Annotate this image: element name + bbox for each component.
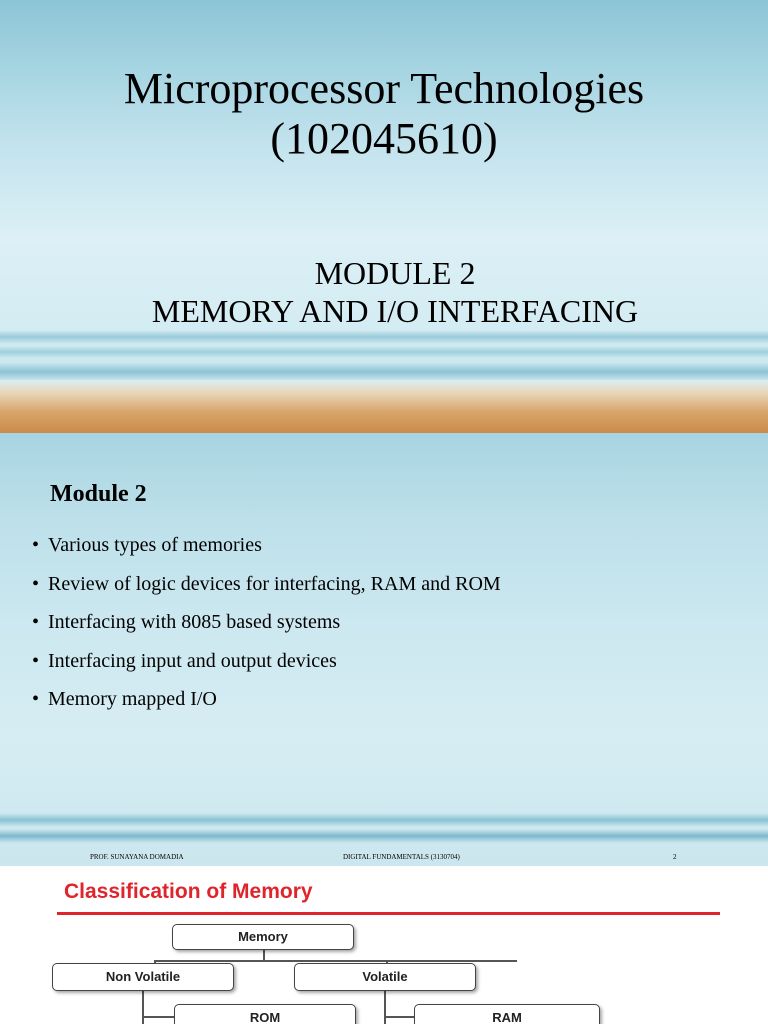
list-item: • Review of logic devices for interfacing, RAM and ROM (32, 572, 501, 595)
module-name: MEMORY AND I/O INTERFACING (151, 293, 639, 329)
footer-course: DIGITAL FUNDAMENTALS (3130704) (343, 853, 460, 861)
node-non-volatile: Non Volatile (52, 963, 234, 991)
connector-line (142, 989, 144, 1024)
title-slide (0, 0, 768, 433)
list-item: • Interfacing input and output devices (32, 649, 337, 672)
connector-line (384, 1016, 414, 1018)
slide-heading: Classification of Memory (64, 880, 313, 903)
course-title-line1: Microprocessor Technologies (123, 64, 645, 113)
bullet-icon: • (32, 534, 40, 556)
footer-page-number: 2 (673, 853, 677, 861)
wave-decoration (0, 813, 768, 827)
bullet-icon: • (32, 688, 40, 710)
node-rom: ROM (174, 1004, 356, 1024)
slide-heading: Module 2 (50, 481, 147, 507)
module-overview-slide (0, 433, 768, 866)
title-underline (57, 912, 720, 915)
wave-decoration (0, 330, 768, 344)
connector-line (142, 1016, 174, 1018)
wave-decoration (0, 346, 768, 358)
course-title (0, 64, 768, 164)
connector-line (384, 989, 386, 1024)
module-number: MODULE 2 (314, 255, 476, 291)
node-ram: RAM (414, 1004, 600, 1024)
node-memory: Memory (172, 924, 354, 950)
connector-line (154, 960, 517, 962)
memory-classification-slide (0, 866, 768, 1024)
wave-decoration (0, 829, 768, 843)
footer-author: PROF. SUNAYANA DOMADIA (90, 853, 184, 861)
node-volatile: Volatile (294, 963, 476, 991)
bullet-icon: • (32, 572, 40, 595)
course-code: (102045610) (270, 114, 498, 163)
list-item: • Interfacing with 8085 based systems (32, 611, 341, 633)
list-item: • Various types of memories (32, 534, 262, 556)
bullet-icon: • (32, 611, 40, 633)
bullet-icon: • (32, 649, 40, 672)
module-subtitle (0, 254, 768, 330)
topic-list (32, 533, 501, 726)
sand-decoration (0, 380, 768, 433)
list-item: • Memory mapped I/O (32, 688, 217, 710)
wave-decoration (0, 362, 768, 380)
